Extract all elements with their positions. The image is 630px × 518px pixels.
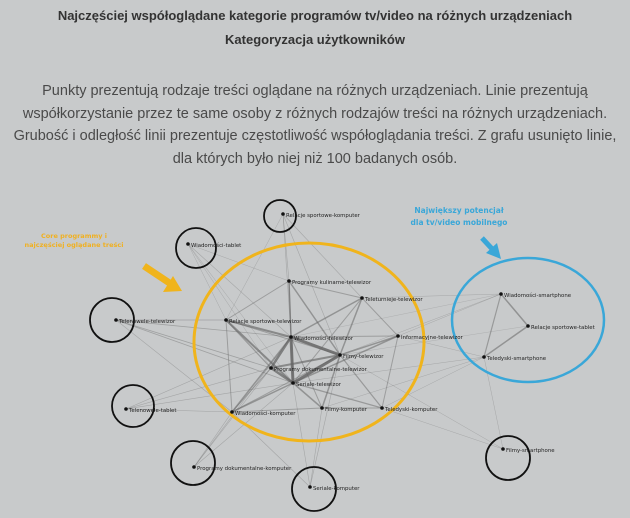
node-n4	[360, 296, 423, 303]
node-label: Teledyski-smartphone	[487, 356, 547, 362]
node-n13	[230, 410, 296, 417]
node-dot	[269, 366, 273, 370]
node-n6	[224, 318, 302, 325]
node-n9	[338, 353, 384, 360]
node-dot	[499, 292, 503, 296]
node-n8	[114, 318, 176, 325]
node-dot	[186, 242, 190, 246]
node-dot	[396, 334, 400, 338]
node-label: Wiadomości-komputer	[235, 411, 296, 417]
blue-arrow	[482, 238, 501, 259]
node-label: Relacje sportowe-tablet	[531, 325, 595, 331]
mobile-cluster-circle	[452, 258, 604, 382]
node-dot	[291, 381, 295, 385]
node-n17	[526, 324, 595, 331]
edge-n19-n18	[484, 357, 503, 449]
mobile-annotation-line2: dla tv/video mobilnego	[410, 218, 508, 227]
edge-n4-n5	[362, 298, 398, 336]
node-dot	[287, 279, 291, 283]
node-label: Teledyski-komputer	[385, 407, 438, 413]
node-dot	[230, 410, 234, 414]
node-dot	[320, 406, 324, 410]
orange-arrow	[144, 266, 182, 292]
node-label: Relacje sportowe-komputer	[286, 213, 360, 219]
chart-title: Najczęściej współoglądane kategorie programów tv/video na różnych urządzeniach	[57, 8, 573, 23]
node-n12	[124, 407, 176, 414]
node-label: Wiadomości-smartphone	[504, 293, 572, 299]
node-label: Relacje sportowe-telewizor	[229, 319, 302, 325]
node-label: Filmy-telewizor	[343, 354, 384, 360]
node-n15	[380, 406, 438, 413]
edge-n15-n9	[340, 355, 382, 408]
nodes-layer	[114, 212, 595, 492]
edge-n6-n13	[226, 320, 232, 412]
core-annotation-line2: najczęściej oglądane treści	[24, 241, 124, 249]
node-label: Programy kulinarne-telewizor	[292, 280, 372, 286]
node-label: Informacyjne-telewizor	[401, 335, 463, 341]
node-n10	[269, 366, 367, 373]
node-label: Programy dokumentalne-telewizor	[274, 367, 367, 373]
node-dot	[114, 318, 118, 322]
node-n7	[289, 335, 354, 342]
chart-subtitle: Kategoryzacja użytkowników	[225, 32, 405, 47]
node-dot	[289, 335, 293, 339]
node-dot	[281, 212, 285, 216]
node-dot	[482, 355, 486, 359]
node-label: Wiadomości-telewizor	[294, 336, 353, 342]
core-annotation-line1: Core programmy i	[41, 232, 107, 240]
node-dot	[308, 485, 312, 489]
node-dot	[338, 353, 342, 357]
node-dot	[192, 465, 196, 469]
edge-n2-n11	[188, 244, 293, 383]
edge-n9-n16	[340, 294, 501, 355]
node-label: Seriale-telewizor	[296, 382, 342, 388]
mobile-annotation-line1: Największy potencjał	[414, 206, 504, 215]
node-label: Programy dokumentalne-komputer	[197, 466, 292, 472]
edge-n21-n14	[310, 408, 322, 487]
node-dot	[380, 406, 384, 410]
edge-n2-n6	[188, 244, 226, 320]
node-dot	[224, 318, 228, 322]
edge-n15-n18	[382, 357, 484, 408]
node-label: Telenowele-tablet	[129, 408, 177, 414]
edge-n4-n9	[340, 298, 362, 355]
node-label: Seriale-komputer	[313, 486, 360, 492]
node-n3	[287, 279, 372, 286]
node-dot	[526, 324, 530, 328]
node-n20	[192, 465, 292, 472]
node-n2	[186, 242, 241, 249]
node-label: Teleturnieje-telewizor	[365, 297, 423, 303]
outlier-circle-filmy-smartphone	[486, 436, 530, 480]
node-dot	[124, 407, 128, 411]
node-dot	[501, 447, 505, 451]
node-dot	[360, 296, 364, 300]
node-label: Filmy-smartphone	[506, 448, 555, 454]
node-label: Filmy-komputer	[325, 407, 367, 413]
node-n11	[291, 381, 342, 388]
node-n21	[308, 485, 360, 492]
node-n16	[499, 292, 572, 299]
node-n1	[281, 212, 360, 219]
edge-n5-n15	[382, 336, 398, 408]
node-n14	[320, 406, 368, 413]
node-n5	[396, 334, 463, 341]
outlier-circle-programy-komputer	[171, 441, 215, 485]
edge-n4-n7	[291, 298, 362, 337]
node-n18	[482, 355, 547, 362]
node-label: Telenowele-telewizor	[119, 319, 176, 325]
node-label: Wiadomości-tablet	[191, 243, 242, 249]
description-text: Punkty prezentują rodzaje treści oglądane na różnych urządzeniach. Linie prezentują współkorzystanie przez te same osoby z różnych rodzajów treści na różnych urządzeniach. Grubość i odległość linii prezentuje częstotliwość współoglądania treści. Z grafu usunięto linie, dla których było niej niż 100 badanych osób.	[13, 83, 617, 167]
node-n19	[501, 447, 555, 454]
